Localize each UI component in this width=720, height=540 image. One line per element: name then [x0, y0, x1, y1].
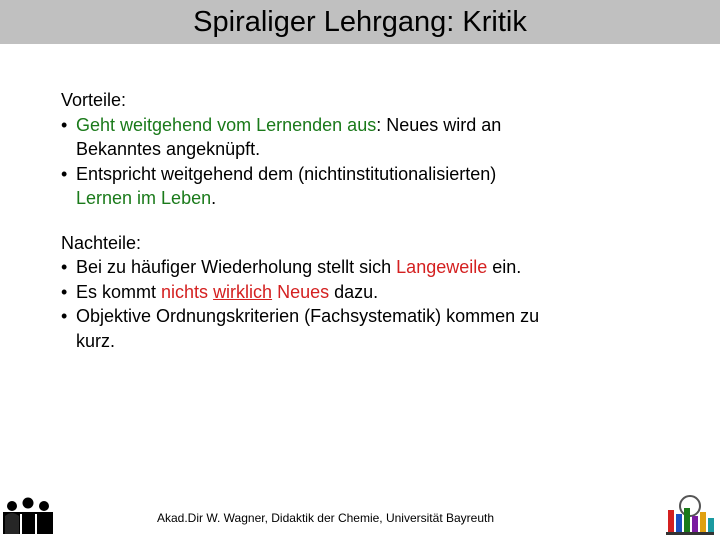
list-item — [61, 280, 681, 305]
title-bar — [0, 0, 720, 44]
footer-credit: Akad.Dir W. Wagner, Didaktik der Chemie, Universität Bayreuth — [157, 511, 495, 525]
list-item-text: Geht weitgehend vom Lernenden aus — [76, 114, 377, 135]
list-item-text: nichts — [161, 281, 209, 302]
list-item-continuation: Bekanntes angeknüpft. — [76, 139, 261, 159]
audience-silhouette-icon — [3, 496, 53, 534]
list-item-text: Es kommt — [76, 281, 162, 302]
list-item-text: Neues — [277, 281, 330, 302]
bullet: • — [61, 306, 68, 326]
bullet: • — [61, 281, 68, 302]
list-item-text: : Neues wird an — [376, 114, 502, 135]
list-item-continuation: kurz. — [76, 330, 116, 351]
didaktik-logo-icon — [664, 494, 716, 536]
advantages-heading: Vorteile: — [61, 90, 127, 110]
list-item-text: Langeweile — [396, 257, 488, 277]
slide-content — [61, 88, 681, 353]
disadvantages-section — [61, 231, 681, 354]
list-item — [61, 113, 681, 138]
list-item-text: Bei zu häufiger Wiederholung stellt sich — [76, 257, 397, 277]
list-item-text: Entspricht weitgehend dem (nichtinstitutionalisierten) — [76, 163, 497, 184]
bullet: • — [61, 257, 68, 277]
bullet: • — [61, 114, 68, 135]
list-item — [61, 255, 681, 280]
page-title: Spiraliger Lehrgang: Kritik — [193, 5, 527, 38]
list-item-text: . — [211, 188, 217, 208]
list-item-text: dazu. — [329, 281, 379, 302]
list-item-continuation — [61, 186, 681, 211]
list-item — [61, 304, 681, 329]
list-item-text: ein. — [487, 257, 522, 277]
advantages-section — [61, 88, 681, 211]
list-item-text: Lernen im Leben — [76, 188, 212, 208]
disadvantages-heading: Nachteile: — [61, 232, 142, 253]
list-item-text: wirklich — [213, 281, 273, 302]
list-item — [61, 162, 681, 187]
bullet: • — [61, 163, 68, 184]
list-item-text: Objektive Ordnungskriterien (Fachsystematik) kommen zu — [76, 306, 540, 326]
